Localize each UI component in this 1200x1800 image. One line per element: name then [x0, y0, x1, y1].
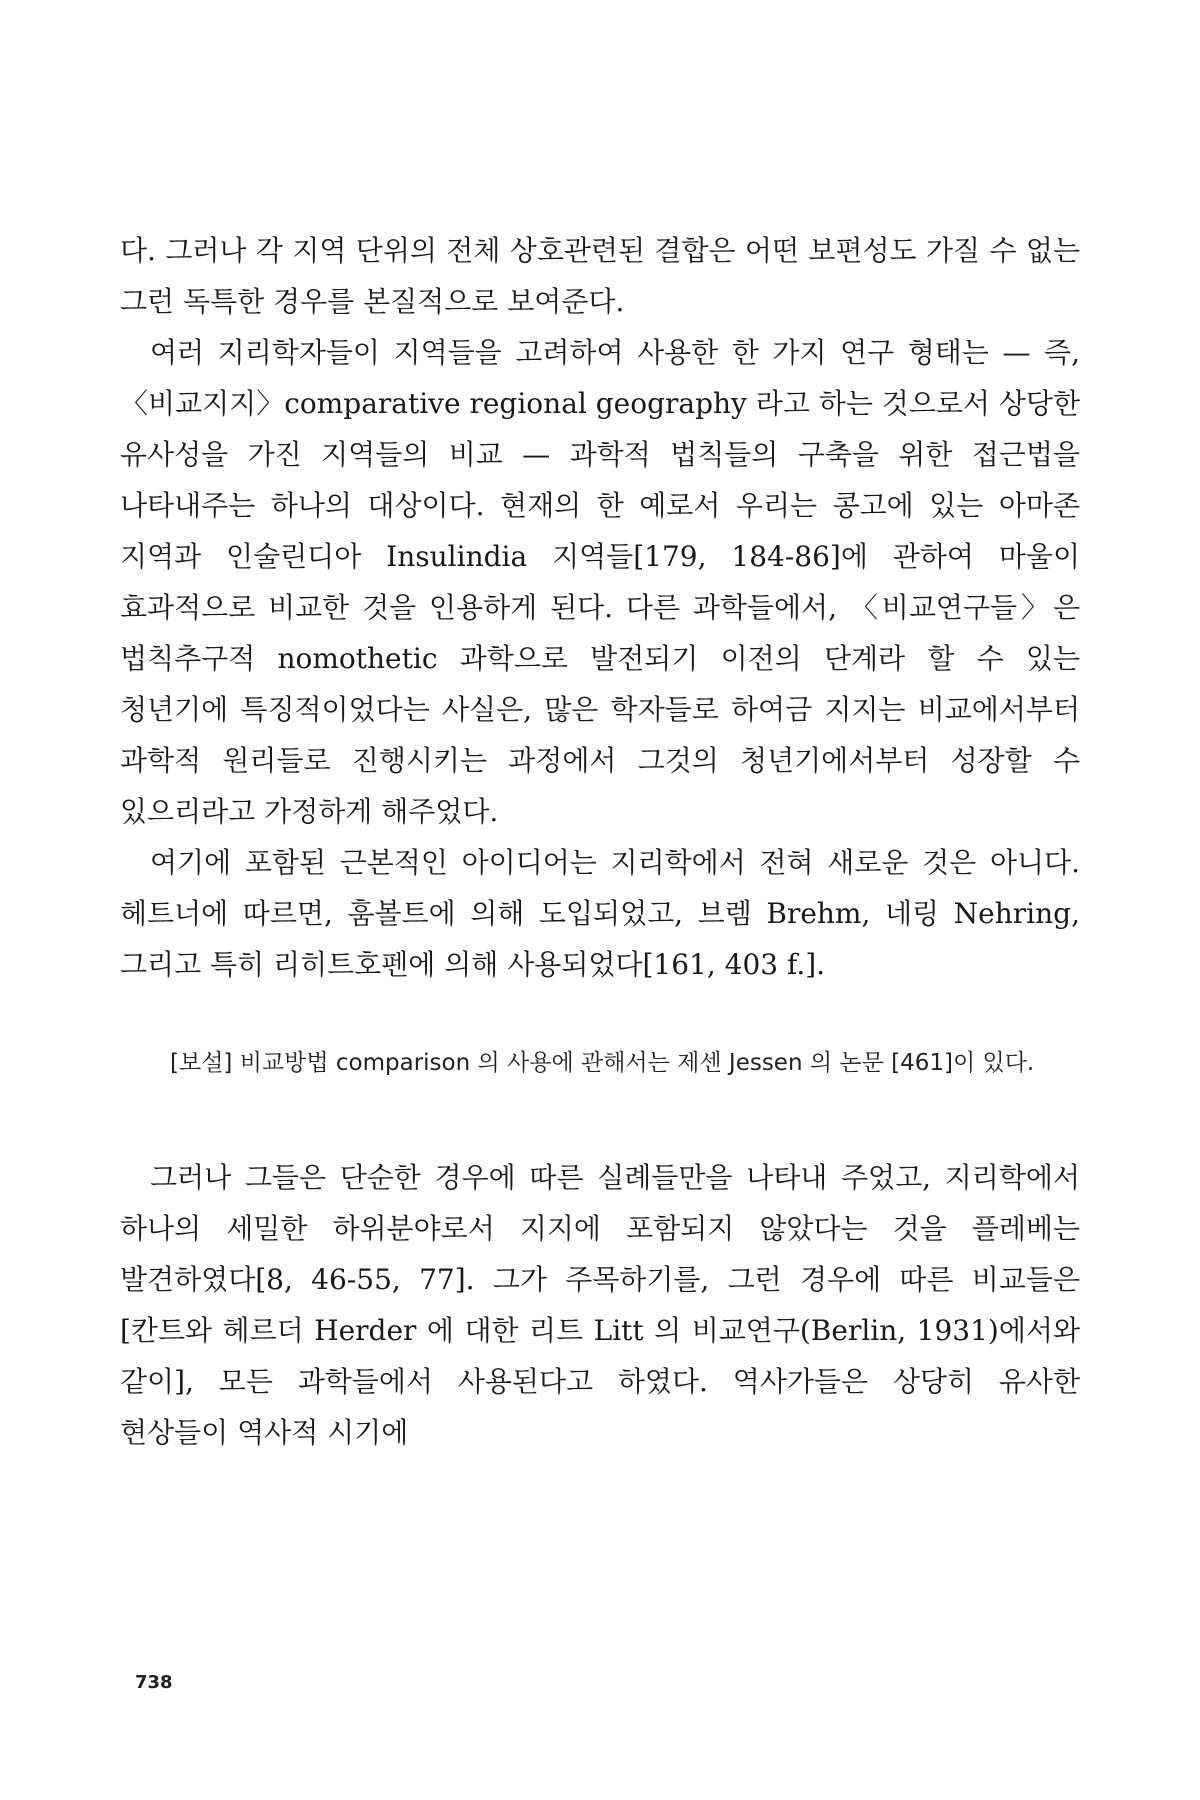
body-text	[120, 225, 1080, 990]
body-text-continued	[120, 1152, 1080, 1458]
paragraph-3: 여기에 포함된 근본적인 아이디어는 지리학에서 전혀 새로운 것은 아니다. 헤트너에 따르면, 훔볼트에 의해 도입되었고, 브렘 Brehm, 네링 Nehring, 그리고 특히 리히트호펜에 의해 사용되었다[161, 403 f.].	[120, 846, 1080, 981]
page-number: 738	[135, 1672, 173, 1693]
supplementary-note: [보설] 비교방법 comparison 의 사용에 관해서는 제센 Jessen 의 논문 [461]이 있다.	[170, 1050, 1035, 1076]
paragraph-1: 다. 그러나 각 지역 단위의 전체 상호관련된 결합은 어떤 보편성도 가질 수 없는 그런 독특한 경우를 본질적으로 보여준다.	[120, 234, 1080, 318]
paragraph-2: 여러 지리학자들이 지역들을 고려하여 사용한 한 가지 연구 형태는 — 즉, 〈비교지지〉comparative regional geography 라고 하는 것으로서 상당한 유사성을 가진 지역들의 비교 — 과학적 법칙들의 구축을 위한 접근법을 나타내주는 하나의 대상이다. 현재의 한 예로서 우리는 콩고에 있는 아마존 지역과 인술린디아 Insulindia 지역들[179, 184-86]에 관하여 마울이 효과적으로 비교한 것을 인용하게 된다. 다른 과학들에서, 〈비교연구들〉은 법칙추구적 nomothetic 과학으로 발전되기 이전의 단계라 할 수 있는 청년기에 특징적이었다는 사실은, 많은 학자들로 하여금 지지는 비교에서부터 과학적 원리들로 진행시키는 과정에서 그것의 청년기에서부터 성장할 수 있으리라고 가정하게 해주었다.	[120, 336, 1081, 828]
paragraph-4: 그러나 그들은 단순한 경우에 따른 실례들만을 나타내 주었고, 지리학에서 하나의 세밀한 하위분야로서 지지에 포함되지 않았다는 것을 플레베는 발견하였다[8, 46-55, 77]. 그가 주목하기를, 그런 경우에 따른 비교들은[칸트와 헤르더 Herder 에 대한 리트 Litt 의 비교연구(Berlin, 1931)에서와 같이], 모든 과학들에서 사용된다고 하였다. 역사가들은 상당히 유사한 현상들이 역사적 시기에	[120, 1161, 1080, 1449]
